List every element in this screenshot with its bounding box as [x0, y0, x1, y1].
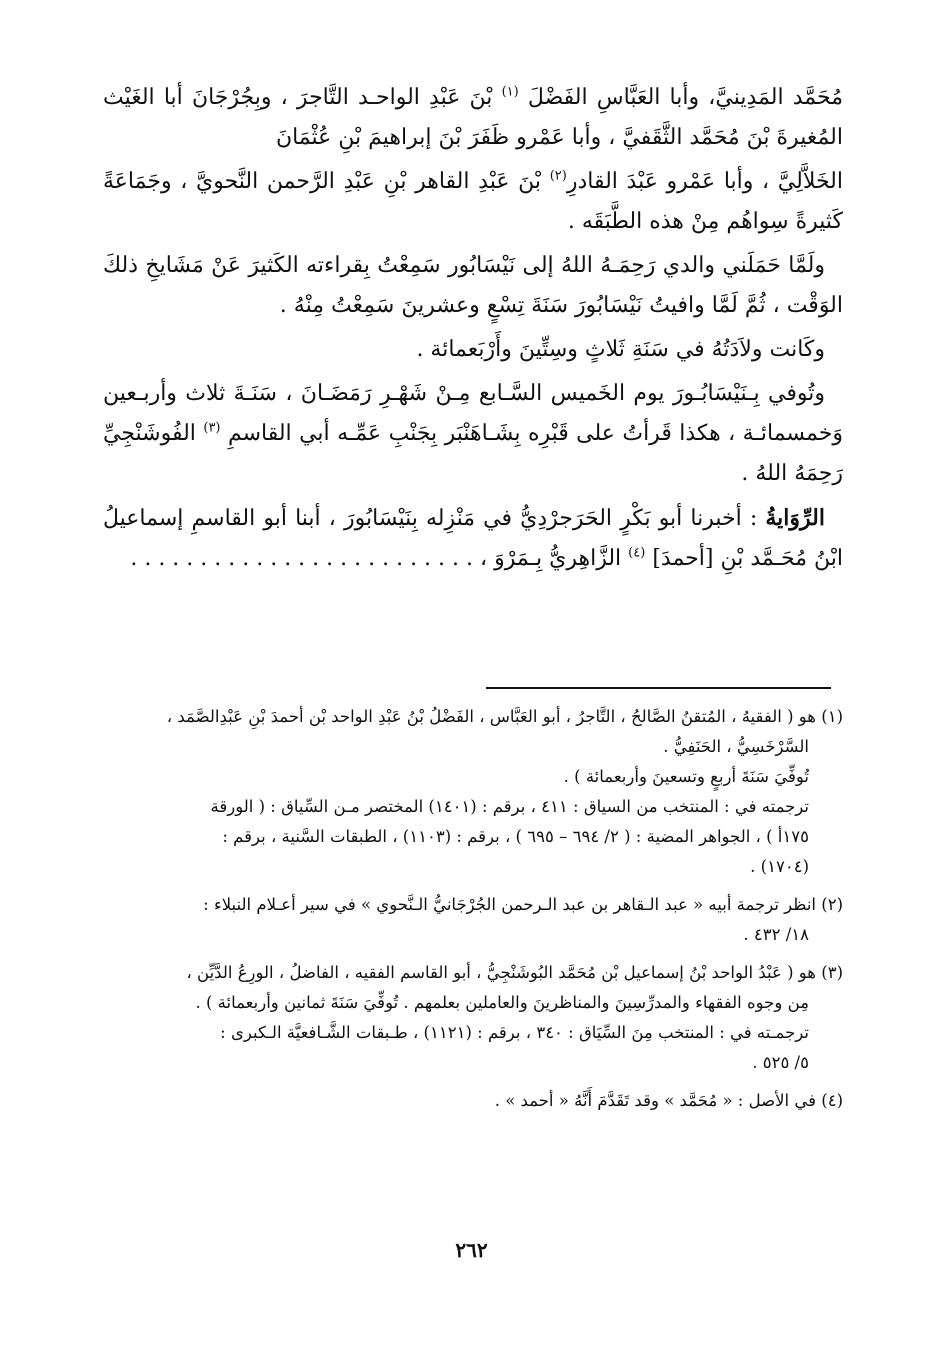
riwaya-heading: الرِّوَايةُ — [765, 505, 825, 531]
footnotes — [103, 702, 843, 1124]
paragraph-6 — [103, 498, 843, 579]
paragraph-5-part-a: وتُوفي بِـنَيْسَابُـورَ يوم الخَميس السَّـابع مِـنْ شَهْـرِ رَمَضَـانَ ، سَنَـةَ ثلاث وأربـعين وَخمسمائـة ، هكذا قَرأتُ على قَبْرِه بِشَـاهَنْبَر بِجَنْبِ عَمِّـه أبي القاسمِ — [103, 381, 843, 446]
paragraph-6-part-a: : أخبرنا أبو بَكْرٍ الحَرَجرْدِيُّ في مَنْزِله بِنَيْسَابُورَ ، أبنا أبو القاسمِ إسماعيلُ ابْنُ مُحَـمَّد بْنِ [أحمدَ] — [103, 506, 843, 571]
footnote-1-line-6: (١٧٠٤) . — [750, 857, 809, 876]
footnote-3-line-3: ترجمـته في : المنتخب مِنَ السِّيَاق : ٣٤٠ ، برقم : (١١٢١) ، طـبقات الشَّـافعيَّة الـكبرى : — [220, 1023, 809, 1042]
footnote-ref-3: (٣) — [203, 420, 221, 436]
paragraph-3: ولَمَّا حَمَلَني والدي رَحِمَـهُ اللهُ إلى نَيْسَابُور سَمِعْتُ بِقراءته الكَثيرَ عَنْ مَشَايخِ ذلكَ الوَقْت ، ثُمَّ لَمَّا وافيتُ نَيْسَابُورَ سَنَةَ تِسْعٍ وعشرينَ سَمِعْتُ مِنْهُ . — [103, 253, 843, 318]
footnote-2-line-2: ١٨/ ٤٣٢ . — [743, 925, 809, 944]
footnote-ref-4: (٤) — [628, 545, 646, 561]
footnote-1 — [103, 702, 843, 882]
footnote-2-line-1: (٢) انظر ترجمة أبيه « عبد الـقاهر بن عبد الـرحمن الجُرْجَانيُّ الـنَّحوي » في سير أعـلام النبلاء : — [203, 895, 843, 914]
footnote-1-line-3: تُوفِّيَ سَنَةَ أربعٍ وتسعينَ وأربعمائة ) . — [563, 767, 809, 786]
main-text — [103, 78, 843, 583]
footnote-4-line-1: (٤) في الأصل : « مُحَمَّد » وقد تَقَدَّمَ أَنَّهُ « أحمد » . — [494, 1091, 843, 1110]
footnote-3-line-2: مِن وجوه الفقهاء والمدرِّسِينَ والمناظرينَ والعاملين بعلمهم . تُوفِّيَ سَنَةَ ثمانين وأربعمائة ) . — [195, 993, 809, 1012]
page-number: ٢٦٢ — [455, 1238, 488, 1262]
paragraph-1-part-b: بْنَ عَبْدِ الواحـد التَّاجرَ ، وبِجُرْجَانَ أبا الغَيْث المُغيرةَ بْنَ مُحَمَّد الثَّقَفيَّ ، وأبا عَمْرو ظَفَرَ بْنَ إبراهيمَ بْنِ عُثْمَانَ — [103, 85, 843, 150]
footnote-1-line-2: السَّرْخَسِيُّ ، الحَنَفِيُّ . — [663, 737, 809, 756]
footnote-3 — [103, 958, 843, 1078]
paragraph-5-part-b: الفُوشَنْجِيِّ رَحِمَهُ اللهُ . — [103, 421, 843, 486]
footnote-ref-1: (١) — [501, 84, 519, 100]
paragraph-1 — [103, 78, 843, 158]
footnote-1-line-1: (١) هو ( الفقيهُ ، المُتقنُ الصَّالحُ ، التَّاجرُ ، أبو العَبَّاس ، الفَضْلُ بْنُ عَبْدِ الواحد بْن أحمدَ بْنِ عَبْدِالصَّمَد ، — [166, 707, 843, 726]
footnote-1-line-5: ١٧٥أ ) ، الجواهر المضية : ( ٢/ ٦٩٤ – ٦٩٥ ) ، برقم : (١١٠٣) ، الطبقات السَّنية ، برقم : — [222, 827, 809, 846]
footnote-3-line-4: ٥/ ٥٢٥ . — [752, 1053, 809, 1072]
footnote-divider — [486, 687, 831, 689]
paragraph-2-part-a: الخَلاَّلِيَّ ، وأبا عَمْرو عَبْدَ القادرِ — [566, 169, 843, 194]
footnote-1-line-4: ترجمته في : المنتخب من السياق : ٤١١ ، برقم : (١٤٠١) المختصر مـن السِّياق : ( الورقة — [210, 797, 809, 816]
paragraph-1-part-a: مُحَمَّد المَدِينيَّ، وأبا العَبَّاسِ الفَضْلَ — [527, 85, 843, 110]
paragraph-2 — [103, 162, 843, 242]
paragraph-2-part-b: بْنَ عَبْدِ القاهر بْنِ عَبْدِ الرَّحمن النَّحويَّ ، وجَمَاعَةً كَثيرةً سِواهُم مِنْ هذه الطَّبَقَه . — [103, 169, 843, 234]
footnote-ref-2: (٢) — [549, 168, 567, 184]
paragraph-4: وكَانت ولاَدَتُهُ في سَنَةِ ثَلاثٍ وسِتِّينَ وأَرْبَعمائة . — [416, 337, 825, 362]
paragraph-5 — [103, 374, 843, 494]
footnote-4 — [103, 1086, 843, 1116]
footnote-3-line-1: (٣) هو ( عَبْدُ الواحد بْنُ إسماعيل بْن مُحَمَّد البُوشَنْجِيُّ ، أبو القاسم الفقيه ، الفاضلُ ، الورِعُ الدَّيِّن ، — [186, 963, 843, 982]
footnote-2 — [103, 890, 843, 950]
paragraph-6-part-b: الزَّاهِريُّ بِـمَرْوَ ، . . . . . . . . . . . . . . . . . . . . . . . . . — [130, 546, 622, 571]
